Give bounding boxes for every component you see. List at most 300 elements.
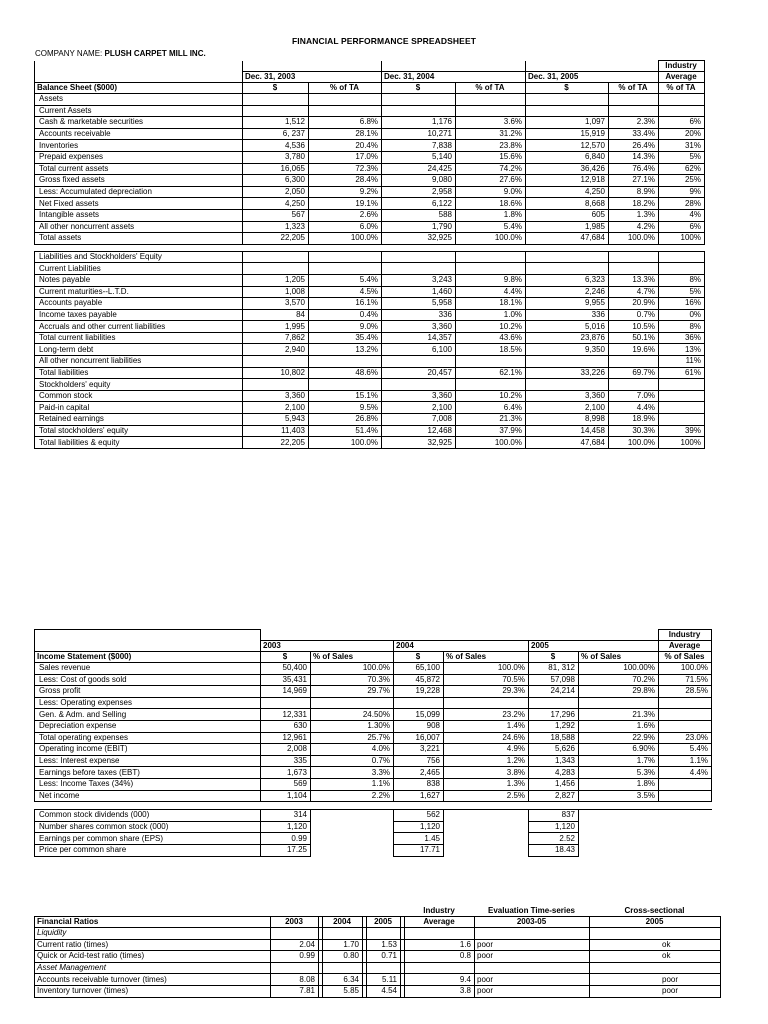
row-value [382,356,456,368]
row-value: 1.8% [579,778,659,790]
row-label: All other noncurrent assets [35,221,243,233]
row-value: 30.3% [609,425,659,437]
row-value [243,251,309,263]
row-value [609,94,659,106]
ratio-label: Quick or Acid-test ratio (times) [35,951,271,963]
ratios-year-2004: 2004 [323,917,363,928]
balance-section-title: Balance Sheet ($000) [35,83,243,94]
row-value: 1.3% [609,209,659,221]
row-value: 1,985 [526,221,609,233]
row-value [659,105,705,117]
row-value: 26.8% [309,414,382,426]
row-value: 8% [659,274,705,286]
row-value: 1,343 [529,755,579,767]
row-value: 26.4% [609,140,659,152]
ratio-label: Liquidity [35,928,271,940]
ratio-eval: poor [475,985,590,997]
row-label: Current Assets [35,105,243,117]
assets-rows [35,94,705,245]
row-value: 3,360 [382,390,456,402]
balance-row [35,263,705,275]
row-value: 12,468 [382,425,456,437]
ratio-value [271,928,319,940]
row-value: 314 [261,810,311,822]
income-industry-1: Industry [659,630,712,641]
row-value: 9,080 [382,175,456,187]
row-value: 76.4% [609,163,659,175]
row-value [243,263,309,275]
row-value: 29.3% [444,686,529,698]
row-value: 100.0% [311,663,394,675]
row-value: 84 [243,309,309,321]
row-value: 4,250 [526,186,609,198]
row-value [659,709,712,721]
row-value: 1,323 [243,221,309,233]
row-label: Long-term debt [35,344,243,356]
row-value: 1.30% [311,720,394,732]
row-value: 1,627 [394,790,444,802]
balance-row [35,379,705,391]
income-statement-table [34,629,712,857]
row-value [456,263,526,275]
row-value: 15,919 [526,128,609,140]
pct-2005: % of TA [609,83,659,94]
row-value: 17.71 [394,844,444,856]
row-value: 4.2% [609,221,659,233]
ratio-cross: poor [590,974,721,986]
row-value: 6,323 [526,274,609,286]
row-value: 1.0% [456,309,526,321]
row-value [659,790,712,802]
row-value: 48.6% [309,367,382,379]
row-value: 3.8% [444,767,529,779]
row-value [526,263,609,275]
balance-row [35,151,705,163]
row-value: 11,403 [243,425,309,437]
ratio-value: 0.71 [367,951,401,963]
balance-row [35,251,705,263]
row-value: 50,400 [261,663,311,675]
unit-2004: $ [382,83,456,94]
balance-header-row-1 [35,61,705,72]
row-value: 1,104 [261,790,311,802]
ratios-cross-2: 2005 [590,917,721,928]
row-value: 20,457 [382,367,456,379]
row-value: 14.3% [609,151,659,163]
blank-cell [444,821,529,833]
row-label: Operating income (EBIT) [35,744,261,756]
income-row [35,732,712,744]
row-value: 70.3% [311,674,394,686]
ratio-value: 8.08 [271,974,319,986]
balance-row [35,344,705,356]
row-label: Less: Income Taxes (34%) [35,778,261,790]
balance-row [35,186,705,198]
income-rows [35,663,712,802]
ratio-row [35,939,721,951]
row-value [243,356,309,368]
row-value: 4% [659,209,705,221]
ratios-eval-1: Evaluation Time-series [488,906,575,915]
row-value: 35,431 [261,674,311,686]
row-value: 23.8% [456,140,526,152]
ratio-value [367,928,401,940]
ratio-label: Current ratio (times) [35,939,271,951]
row-value: 9.0% [456,186,526,198]
row-value [456,251,526,263]
row-label: Gen. & Adm. and Selling [35,709,261,721]
blank-cell [659,844,712,856]
row-value: 1.45 [394,833,444,845]
date-2003: Dec. 31, 2003 [243,72,382,83]
row-value: 1,008 [243,286,309,298]
ratios-year-2005: 2005 [367,917,401,928]
income-header-row-0 [35,630,712,641]
company-line [35,49,206,58]
row-value [579,697,659,709]
row-value [382,94,456,106]
row-value: 24,425 [382,163,456,175]
row-value: 605 [526,209,609,221]
row-value [394,697,444,709]
balance-row [35,437,705,449]
ratio-industry: 1.6 [405,939,475,951]
ratio-industry [405,962,475,974]
balance-row [35,274,705,286]
income-gap [35,802,712,810]
row-value: 12,570 [526,140,609,152]
ratio-label: Inventory turnover (times) [35,985,271,997]
row-value: 5,958 [382,298,456,310]
balance-row [35,286,705,298]
row-label: Total current liabilities [35,332,243,344]
income-unit-2004: $ [394,652,444,663]
row-value: 5,943 [243,414,309,426]
ratio-value: 5.85 [323,985,363,997]
row-value: 9.8% [456,274,526,286]
row-value: 100% [659,233,705,245]
row-value [609,251,659,263]
ratios-header-row-2 [35,917,721,928]
blank-cell [444,833,529,845]
balance-row [35,128,705,140]
row-value: 1,512 [243,117,309,129]
row-value: 1.1% [659,755,712,767]
balance-row [35,175,705,187]
ratio-row [35,928,721,940]
row-value: 100% [659,437,705,449]
balance-row [35,298,705,310]
row-value: 9.2% [309,186,382,198]
row-value: 6% [659,221,705,233]
ratio-cross [590,962,721,974]
row-value: 8% [659,321,705,333]
ratio-value: 4.54 [367,985,401,997]
blank-cell [659,821,712,833]
ratio-value [367,962,401,974]
row-value: 5,626 [529,744,579,756]
row-value: 14,458 [526,425,609,437]
row-label: Liabilities and Stockholders' Equity [35,251,243,263]
per-share-row [35,821,712,833]
ratio-row [35,951,721,963]
row-value: 27.6% [456,175,526,187]
row-value: 3,243 [382,274,456,286]
balance-row [35,402,705,414]
balance-row [35,221,705,233]
row-value: 20% [659,128,705,140]
row-value: 6.8% [309,117,382,129]
row-value: 100.0% [609,437,659,449]
row-value: 838 [394,778,444,790]
row-value: 100.0% [309,233,382,245]
row-value: 10.2% [456,321,526,333]
row-value: 335 [261,755,311,767]
row-value: 7,008 [382,414,456,426]
balance-row [35,367,705,379]
row-value [659,402,705,414]
blank-cell [579,833,659,845]
ratio-industry: 9.4 [405,974,475,986]
ratios-eval-2: 2003-05 [475,917,590,928]
row-value: 0% [659,309,705,321]
row-value [309,105,382,117]
row-value: 2,465 [394,767,444,779]
row-label: Current maturities--L.T.D. [35,286,243,298]
balance-row [35,425,705,437]
row-label: Income taxes payable [35,309,243,321]
company-name: PLUSH CARPET MILL INC. [104,49,206,58]
row-label: Less: Accumulated depreciation [35,186,243,198]
ratio-value: 2.04 [271,939,319,951]
ratio-industry: 0.8 [405,951,475,963]
ratios-industry-1: Industry [423,906,455,915]
per-share-row [35,810,712,822]
blank-cell [311,810,394,822]
income-industry-3: % of Sales [659,652,712,663]
ratio-eval: poor [475,974,590,986]
company-label: COMPANY NAME: [35,49,103,58]
row-value: 61% [659,367,705,379]
row-value: 2,100 [526,402,609,414]
row-value: 29.8% [579,686,659,698]
row-value: 7.0% [609,390,659,402]
row-value: 19.6% [609,344,659,356]
row-value: 28.4% [309,175,382,187]
row-value: 3,780 [243,151,309,163]
row-value: 20.9% [609,298,659,310]
row-label: Total assets [35,233,243,245]
blank-cell [444,844,529,856]
row-value [609,379,659,391]
balance-sheet-table [34,60,705,449]
row-value: 2,100 [243,402,309,414]
balance-row [35,309,705,321]
row-value: 23,876 [526,332,609,344]
ratio-row [35,962,721,974]
balance-gap [35,244,705,251]
ratio-industry [405,928,475,940]
income-row [35,709,712,721]
row-value: 17,296 [529,709,579,721]
row-value: 47,684 [526,233,609,245]
balance-row [35,332,705,344]
row-value: 2.5% [444,790,529,802]
ratio-cross: ok [590,939,721,951]
year-2003: 2003 [261,641,394,652]
row-label: Less: Operating expenses [35,697,261,709]
row-value: 1.8% [456,209,526,221]
industry-header-1: Industry [659,61,705,72]
row-value: 70.5% [444,674,529,686]
row-value: 31.2% [456,128,526,140]
row-value: 4.7% [609,286,659,298]
row-value: 31% [659,140,705,152]
row-value: 18.43 [529,844,579,856]
row-value [526,105,609,117]
row-value: 33,226 [526,367,609,379]
row-label: Sales revenue [35,663,261,675]
row-value: 18.1% [456,298,526,310]
row-value: 39% [659,425,705,437]
ratio-cross: poor [590,985,721,997]
row-value: 10,802 [243,367,309,379]
row-value: 25.7% [311,732,394,744]
row-value: 9,350 [526,344,609,356]
row-value [309,263,382,275]
row-value: 3,360 [382,321,456,333]
income-row [35,686,712,698]
row-value: 2.6% [309,209,382,221]
ratios-section-title: Financial Ratios [35,917,271,928]
row-value: 23.2% [444,709,529,721]
row-value: 70.2% [579,674,659,686]
row-value: 588 [382,209,456,221]
balance-row [35,140,705,152]
row-value: 14,969 [261,686,311,698]
row-label: Earnings per common share (EPS) [35,833,261,845]
row-label: Accounts receivable [35,128,243,140]
row-value: 9,955 [526,298,609,310]
ratio-cross: ok [590,951,721,963]
row-value: 8,668 [526,198,609,210]
row-label: Stockholders' equity [35,379,243,391]
row-value: 19.1% [309,198,382,210]
row-value: 6.90% [579,744,659,756]
row-value: 18.5% [456,344,526,356]
row-label: Accounts payable [35,298,243,310]
row-value: 2,827 [529,790,579,802]
row-value: 13.3% [609,274,659,286]
row-value: 2.52 [529,833,579,845]
row-value: 1,120 [261,821,311,833]
row-value: 65,100 [394,663,444,675]
ratio-row [35,974,721,986]
row-value [659,720,712,732]
industry-header-3: % of TA [659,83,705,94]
row-value: 14,357 [382,332,456,344]
income-section-title: Income Statement ($000) [35,652,261,663]
row-value: 5,140 [382,151,456,163]
row-value: 3.3% [311,767,394,779]
income-row [35,720,712,732]
row-value: 4,283 [529,767,579,779]
row-label: All other noncurrent liabilities [35,356,243,368]
row-label: Less: Cost of goods sold [35,674,261,686]
row-value [659,697,712,709]
row-label: Number shares common stock (000) [35,821,261,833]
row-value: 62% [659,163,705,175]
ratio-value: 1.53 [367,939,401,951]
row-label: Earnings before taxes (EBT) [35,767,261,779]
row-value: 36,426 [526,163,609,175]
row-value: 8.9% [609,186,659,198]
row-value: 15.1% [309,390,382,402]
blank-cell [311,821,394,833]
row-value: 3,360 [526,390,609,402]
row-value: 2.2% [311,790,394,802]
row-value: 27.1% [609,175,659,187]
row-value: 2,246 [526,286,609,298]
ratio-eval: poor [475,951,590,963]
row-value: 23.0% [659,732,712,744]
row-value: 20.4% [309,140,382,152]
row-value: 4.4% [659,767,712,779]
row-value [382,105,456,117]
row-value [456,379,526,391]
row-value [243,105,309,117]
income-pct-2003: % of Sales [311,652,394,663]
row-value: 1,120 [529,821,579,833]
per-share-rows [35,810,712,856]
row-value [382,251,456,263]
balance-header-row-3 [35,83,705,94]
row-value: 24.6% [444,732,529,744]
row-label: Common stock [35,390,243,402]
row-label: Total liabilities [35,367,243,379]
row-value [311,697,394,709]
row-value: 0.99 [261,833,311,845]
row-value: 19,228 [394,686,444,698]
blank-cell [444,810,529,822]
row-value: 9.0% [309,321,382,333]
row-value [526,94,609,106]
row-value: 18.9% [609,414,659,426]
balance-row [35,233,705,245]
balance-row [35,198,705,210]
balance-row [35,414,705,426]
ratio-label: Accounts receivable turnover (times) [35,974,271,986]
row-value: 6,300 [243,175,309,187]
row-value: 13% [659,344,705,356]
income-row [35,767,712,779]
row-value [659,263,705,275]
income-industry-2: Average [659,641,712,652]
balance-row [35,117,705,129]
row-value: 1,120 [394,821,444,833]
blank-cell [659,810,712,822]
blank-cell [311,833,394,845]
row-value: 5.3% [579,767,659,779]
row-value: 33.4% [609,128,659,140]
row-value: 3.5% [579,790,659,802]
row-value [309,94,382,106]
row-value: 3,570 [243,298,309,310]
income-row [35,755,712,767]
row-value: 100.0% [309,437,382,449]
balance-row [35,163,705,175]
row-value: 47,684 [526,437,609,449]
